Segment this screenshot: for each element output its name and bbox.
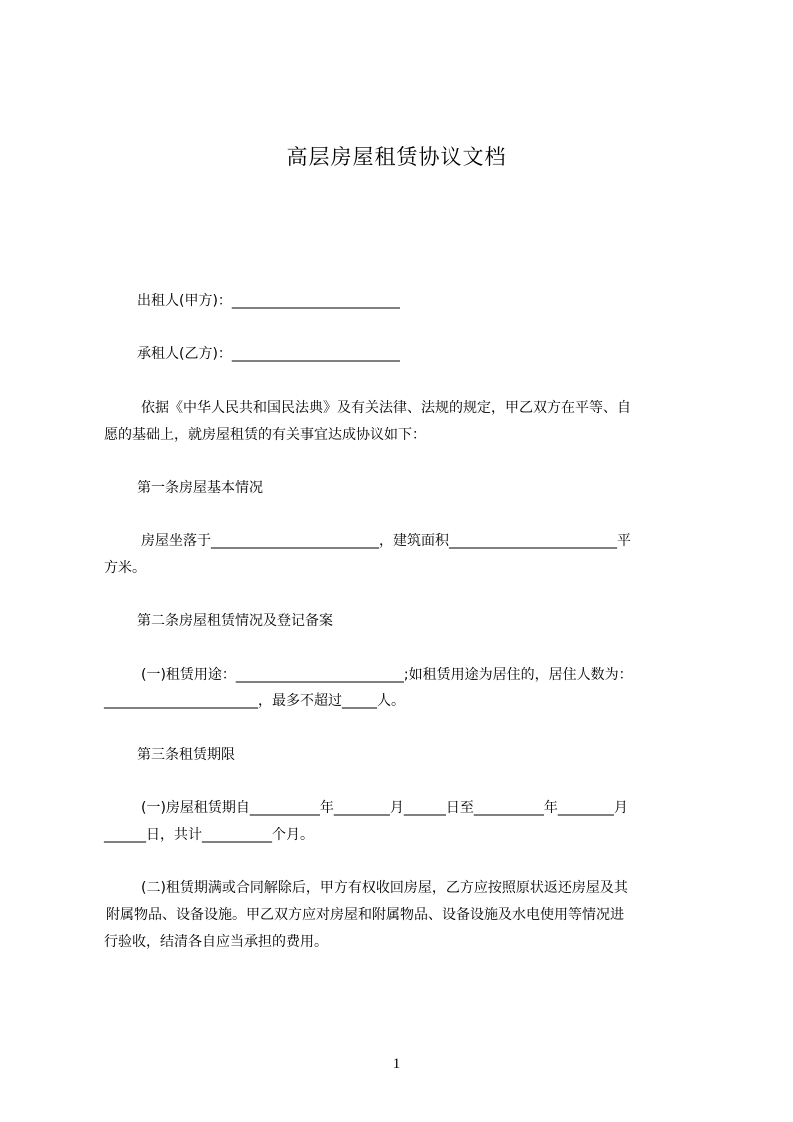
preamble-line-2: 愿的基础上，就房屋租赁的有关事宜达成协议如下： bbox=[104, 427, 426, 443]
article-3-item-1-line-1: (一)房屋租赁期自__________年________月______日至__________年________月 bbox=[141, 800, 628, 816]
lessee-line: 承租人(乙方)：________________________ bbox=[137, 346, 400, 362]
article-2-item-1-line-2: ______________________，最多不超过_____人。 bbox=[104, 693, 405, 709]
article-1-heading: 第一条房屋基本情况 bbox=[137, 480, 263, 496]
article-3-item-2-line-1: (二)租赁期满或合同解除后，甲方有权收回房屋，乙方应按照原状返还房屋及其 bbox=[141, 880, 628, 896]
article-2-heading: 第二条房屋租赁情况及登记备案 bbox=[137, 613, 333, 629]
article-3-item-1-line-2: ______日，共计__________个月。 bbox=[104, 827, 314, 843]
document-title: 高层房屋租赁协议文档 bbox=[286, 145, 507, 169]
article-3-item-2-line-3: 行验收，结清各自应当承担的费用。 bbox=[104, 934, 328, 950]
article-2-item-1-line-1: (一)租赁用途：________________________;如租赁用途为居住的，居住人数为： bbox=[141, 667, 633, 683]
article-1-line-2: 方米。 bbox=[104, 560, 146, 576]
preamble-line-1: 依据《中华人民共和国民法典》及有关法律、法规的规定，甲乙双方在平等、自 bbox=[141, 400, 631, 416]
article-3-item-2-line-2: 附属物品、设备设施。甲乙双方应对房屋和附属物品、设备设施及水电使用等情况进 bbox=[106, 907, 624, 923]
article-3-heading: 第三条租赁期限 bbox=[137, 747, 235, 763]
lessor-line: 出租人(甲方)：________________________ bbox=[137, 293, 400, 309]
article-1-line-1: 房屋坐落于________________________，建筑面积________________________平 bbox=[141, 533, 631, 549]
page-number: 1 bbox=[392, 1056, 401, 1072]
